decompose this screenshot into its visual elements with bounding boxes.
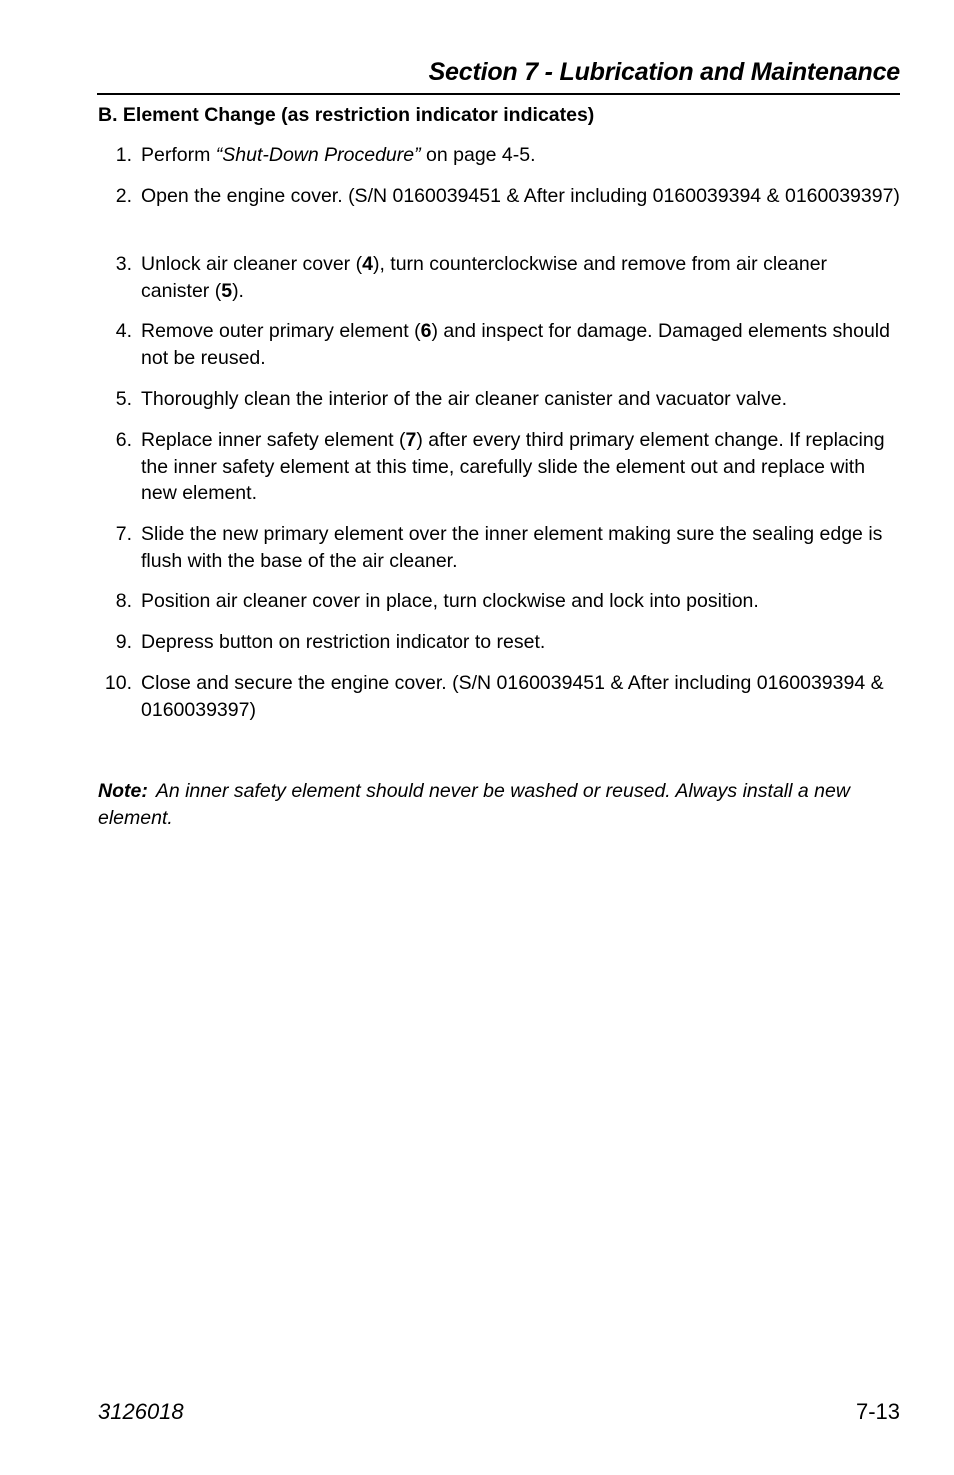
step-3 bbox=[98, 251, 900, 304]
step-text-part: ), turn counterclockwise and remove from air cleaner canister ( bbox=[141, 253, 828, 302]
step-number: 7. bbox=[115, 523, 132, 545]
step-text-part: Unlock air cleaner cover ( bbox=[141, 253, 363, 275]
section-title: Section 7 - Lubrication and Maintenance bbox=[428, 58, 900, 86]
step-number: 5. bbox=[115, 388, 132, 410]
step-6 bbox=[98, 427, 900, 507]
step-4 bbox=[98, 318, 900, 371]
step-text: Thoroughly clean the interior of the air cleaner canister and vacuator valve. bbox=[141, 388, 788, 410]
step-number: 8. bbox=[115, 590, 132, 612]
callout-number: 4 bbox=[362, 253, 373, 275]
step-8 bbox=[98, 588, 900, 615]
step-9 bbox=[98, 629, 900, 656]
step-text-part: ) after every third primary element change. If replacing the inner safety element at this time, carefully slide the element out and replace with new element. bbox=[141, 429, 885, 504]
step-10 bbox=[98, 670, 900, 723]
step-text bbox=[141, 251, 900, 304]
step-number: 3. bbox=[115, 253, 132, 275]
step-number: 6. bbox=[115, 429, 132, 451]
step-text-part: Perform bbox=[141, 144, 216, 166]
step-text: Open the engine cover. (S/N 0160039451 & After including 0160039394 & 0160039397) bbox=[141, 185, 900, 207]
step-text: Close and secure the engine cover. (S/N 0160039451 & After including 0160039394 & 0160039397) bbox=[141, 672, 884, 721]
step-text-part: ). bbox=[232, 279, 244, 302]
step-5 bbox=[98, 386, 900, 413]
callout-number: 7 bbox=[405, 429, 417, 451]
step-number: 10. bbox=[104, 672, 132, 694]
step-number: 2. bbox=[115, 185, 132, 207]
header-divider bbox=[97, 93, 900, 95]
step-1 bbox=[98, 142, 900, 169]
step-text-part: Remove outer primary element ( bbox=[141, 320, 421, 342]
step-text bbox=[141, 427, 900, 507]
callout-number: 5 bbox=[221, 279, 233, 302]
step-text bbox=[141, 142, 900, 169]
step-text: Position air cleaner cover in place, turn clockwise and lock into position. bbox=[141, 590, 759, 612]
note bbox=[98, 778, 898, 832]
callout-number: 6 bbox=[420, 320, 432, 342]
note-text: An inner safety element should never be washed or reused. Always install a new element. bbox=[98, 780, 850, 829]
step-text bbox=[141, 318, 900, 371]
step-text: Depress button on restriction indicator to reset. bbox=[141, 631, 546, 653]
step-number: 4. bbox=[115, 320, 132, 342]
step-text-part: ) and inspect for damage. Damaged elements should not be reused. bbox=[141, 320, 890, 369]
subsection-heading: B. Element Change (as restriction indicator indicates) bbox=[98, 104, 595, 126]
step-7 bbox=[98, 521, 900, 574]
step-number: 9. bbox=[115, 631, 132, 653]
procedure-reference: “Shut-Down Procedure” bbox=[215, 144, 421, 166]
step-text-part: on page 4-5. bbox=[420, 144, 536, 166]
note-label: Note: bbox=[98, 780, 148, 802]
step-text-part: Replace inner safety element ( bbox=[141, 429, 406, 451]
step-text: Slide the new primary element over the inner element making sure the sealing edge is flush with the base of the air cleaner. bbox=[141, 523, 883, 572]
step-number: 1. bbox=[115, 144, 132, 166]
step-2 bbox=[98, 183, 900, 210]
page-number: 7-13 bbox=[855, 1399, 900, 1424]
document-number: 3126018 bbox=[98, 1399, 184, 1424]
